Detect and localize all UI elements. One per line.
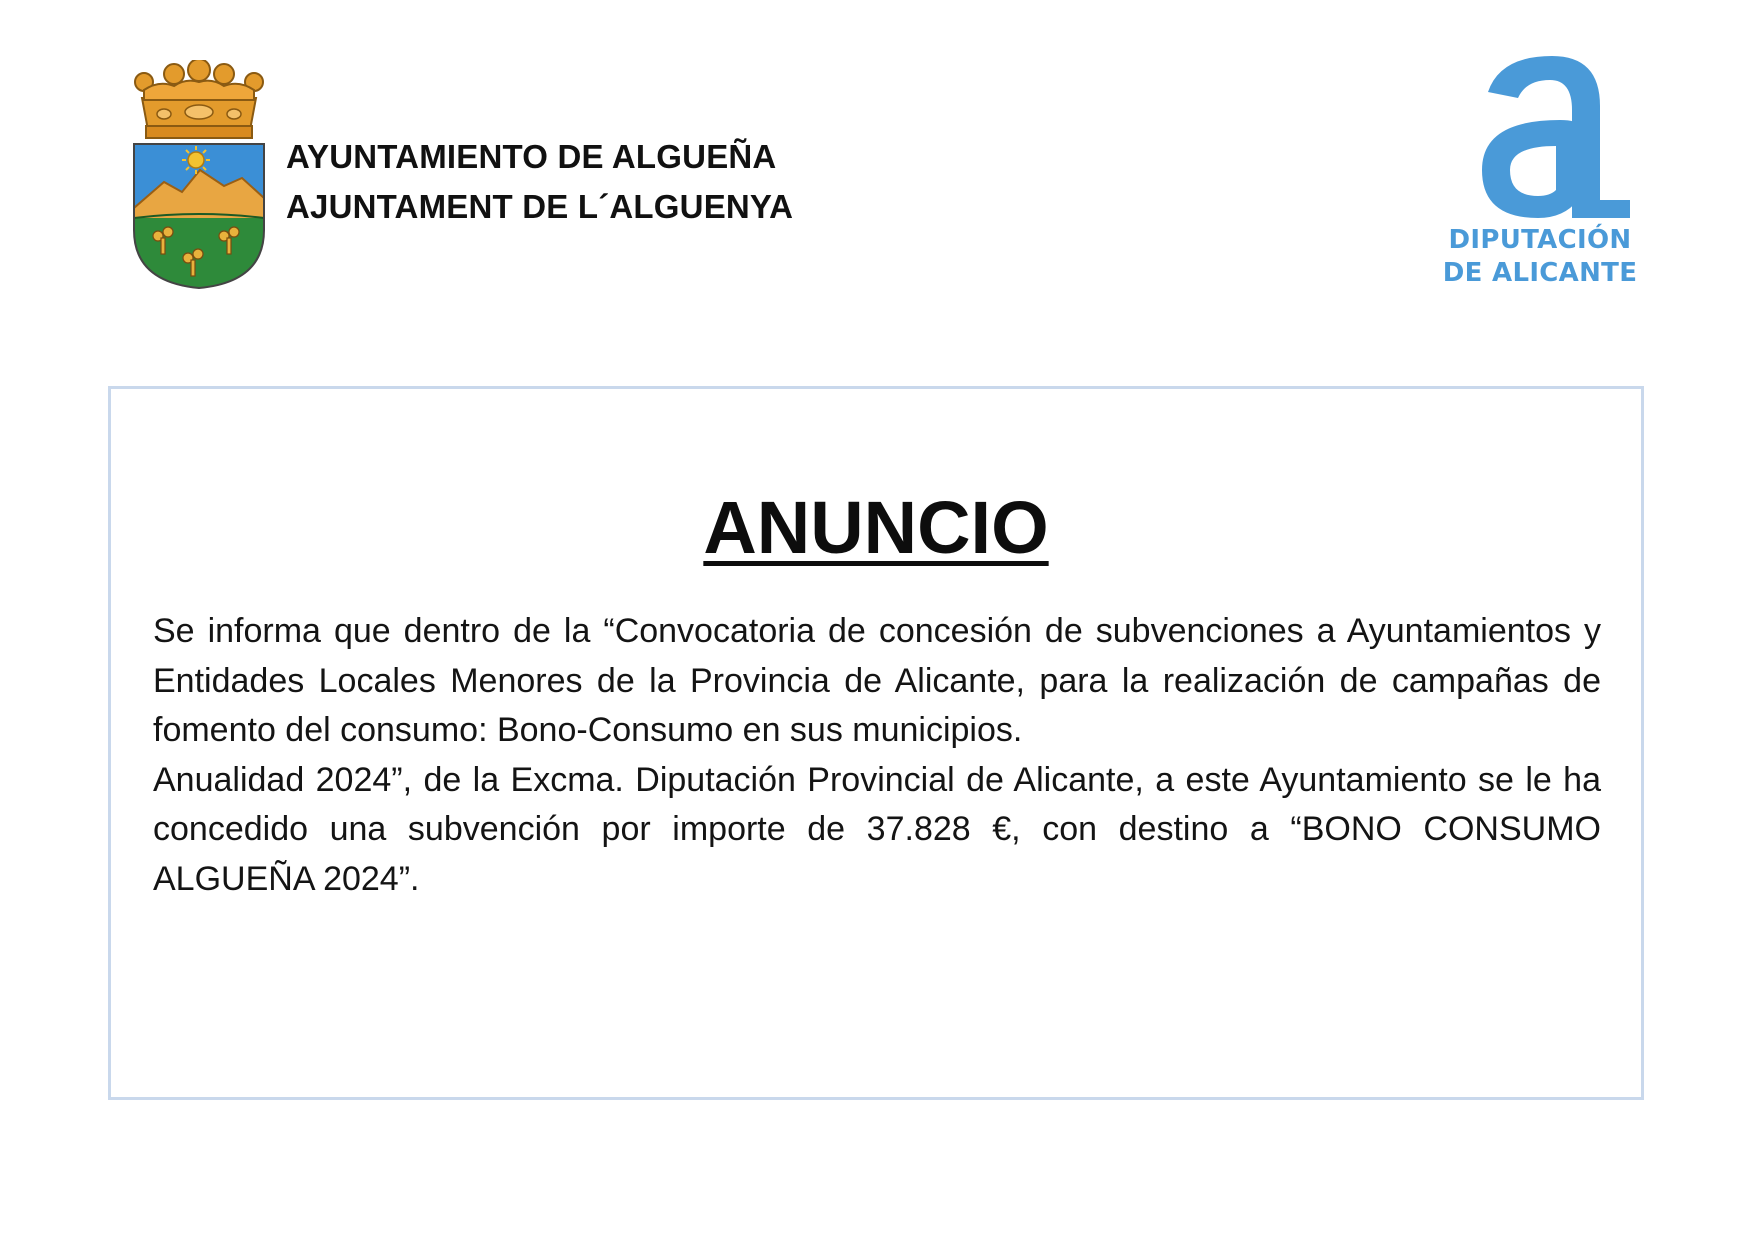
announcement-body (153, 607, 1601, 905)
diputacion-label-line2: DE ALICANTE (1442, 258, 1638, 288)
announcement-title-text: ANUNCIO (703, 486, 1049, 569)
diputacion-label (1440, 224, 1640, 290)
announcement-title (111, 485, 1641, 571)
diputacion-logo (1440, 50, 1640, 290)
announcement-paragraph-2: Anualidad 2024”, de la Excma. Diputación Provincial de Alicante, a este Ayuntamiento se le ha concedido una subvención por importe de 37.828 €, con destino a “BONO CONSUMO ALGUEÑA 2024”. (153, 760, 1601, 898)
municipality-name (286, 132, 793, 232)
diputacion-label-line1: DIPUTACIÓN (1448, 225, 1632, 255)
crown-icon (135, 60, 263, 138)
municipality-name-es: AYUNTAMIENTO DE ALGUEÑA (286, 138, 777, 175)
announcement-paragraph-1: Se informa que dentro de la “Convocatoria de concesión de subvenciones a Ayuntamientos y Entidades Locales Menores de la Provincia de Alicante, para la realización de campañas de fomento del consumo: Bono-Consumo en sus municipios. (153, 612, 1601, 750)
diputacion-a-icon (1460, 50, 1630, 220)
announcement-box (108, 386, 1644, 1100)
coat-of-arms-icon (124, 60, 274, 290)
municipality-name-va: AJUNTAMENT DE L´ALGUENYA (286, 188, 794, 225)
